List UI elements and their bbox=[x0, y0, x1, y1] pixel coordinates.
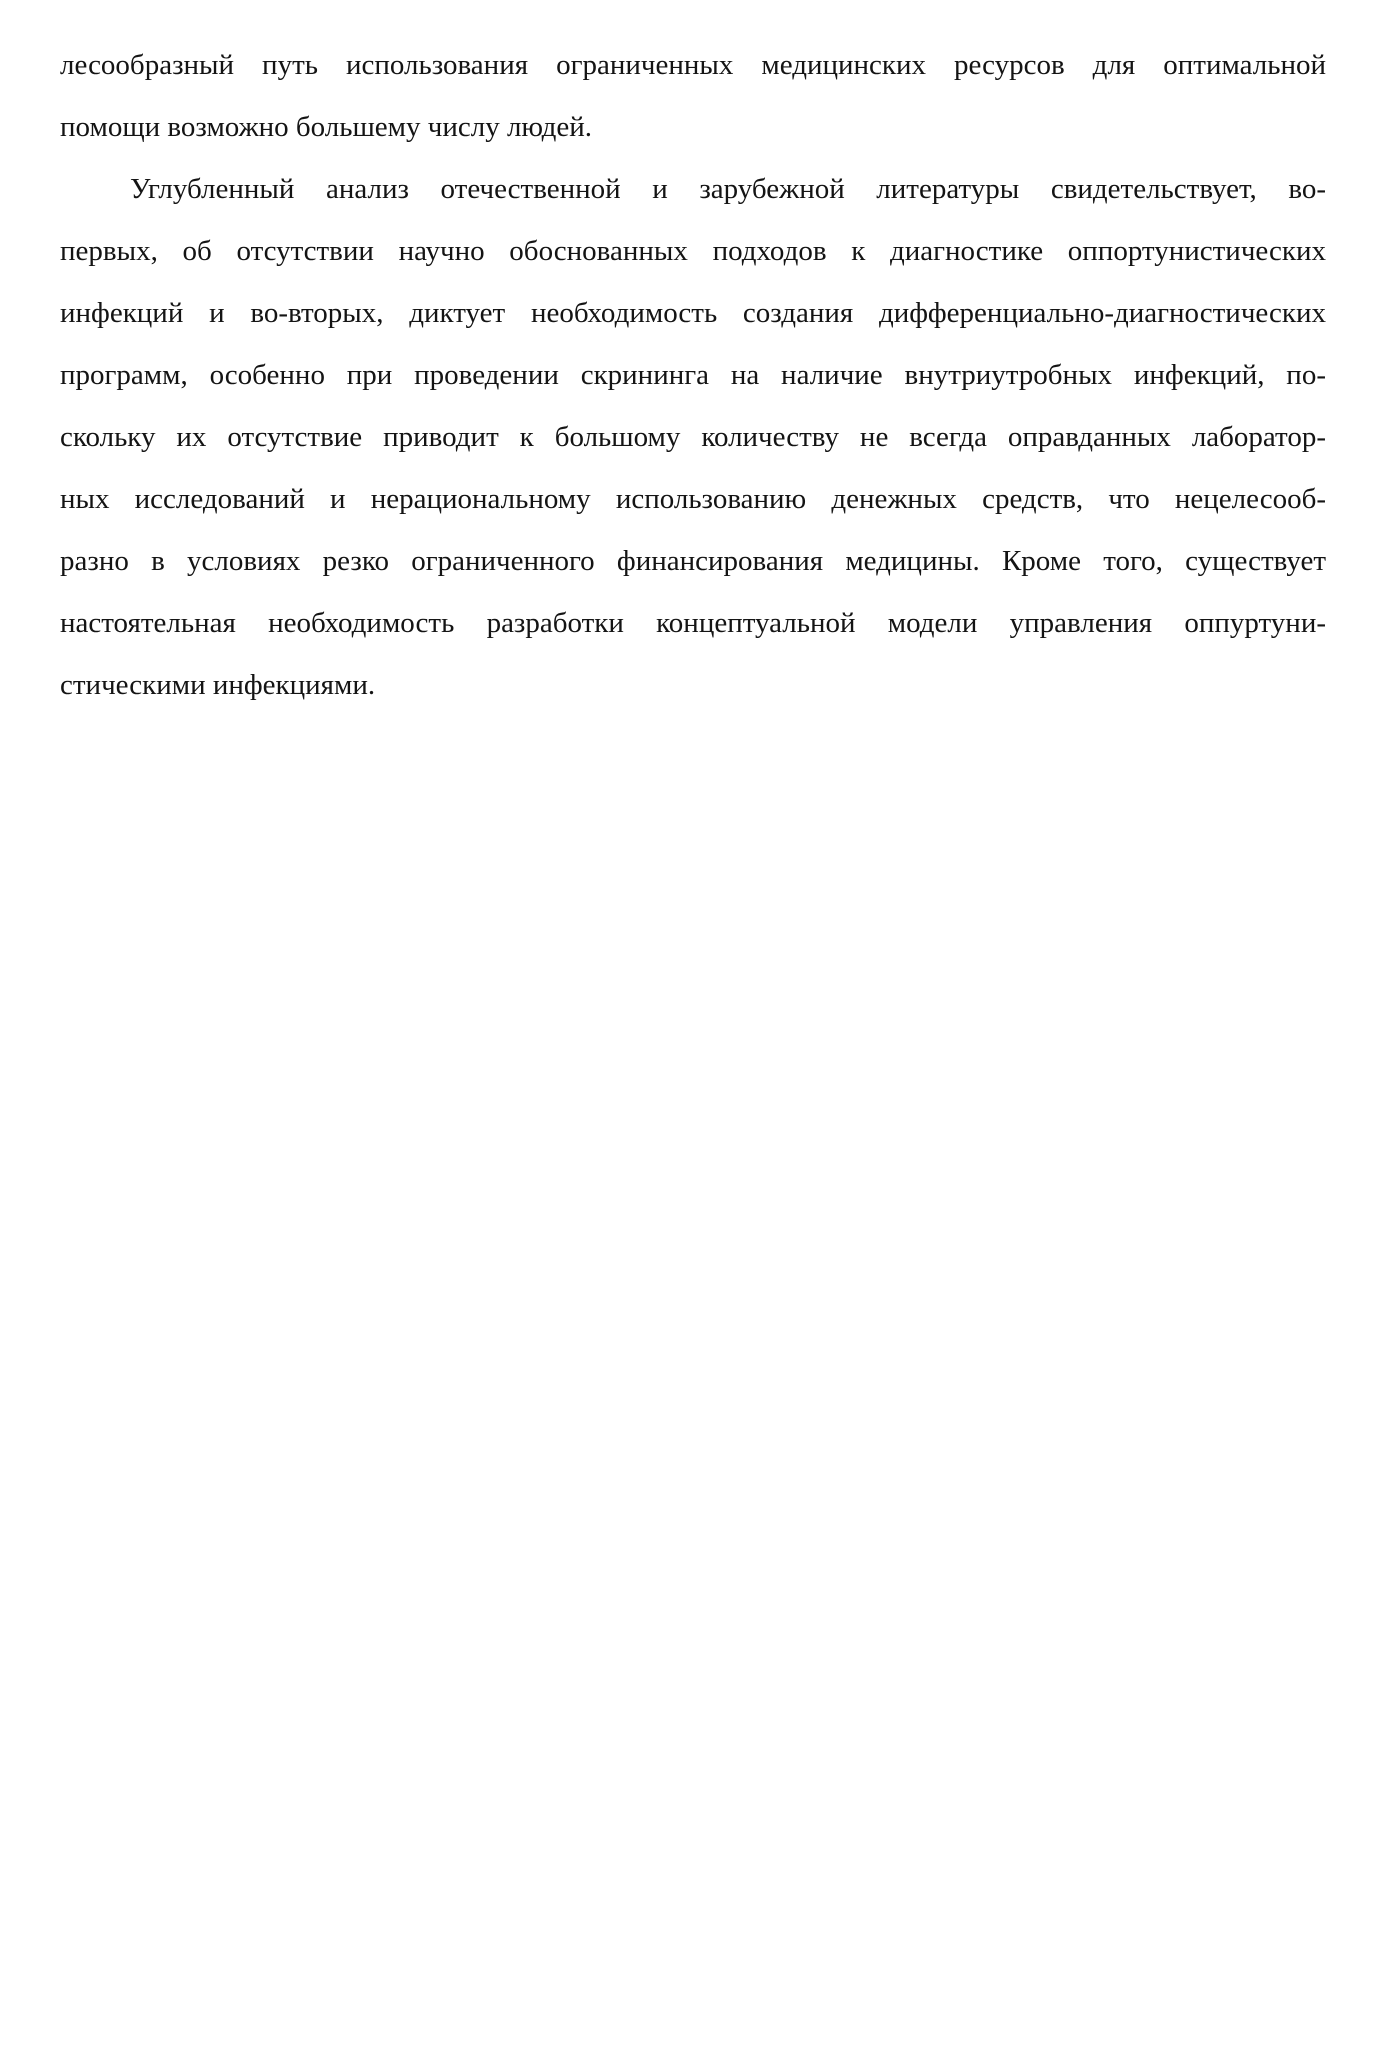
text-line: инфекций и во-вторых, диктует необходимость создания дифференциально-диагностических bbox=[60, 297, 1326, 329]
text-line: лесообразный путь использования ограниченных медицинских ресурсов для оптимальной bbox=[60, 49, 1326, 81]
text-line: программ, особенно при проведении скрининга на наличие внутриутробных инфекций, по- bbox=[60, 359, 1326, 391]
paragraph-1 bbox=[60, 34, 1326, 158]
text-line: стическими инфекциями. bbox=[60, 669, 376, 701]
text-line: ных исследований и нерациональному использованию денежных средств, что нецелесооб- bbox=[60, 483, 1326, 515]
text-line: разно в условиях резко ограниченного финансирования медицины. Кроме того, существует bbox=[60, 545, 1326, 577]
text-line: Углубленный анализ отечественной и зарубежной литературы свидетельствует, во- bbox=[130, 173, 1326, 205]
body-text bbox=[60, 34, 1326, 716]
text-line: помощи возможно большему числу людей. bbox=[60, 111, 593, 143]
text-line: скольку их отсутствие приводит к большому количеству не всегда оправданных лаборатор- bbox=[60, 421, 1326, 453]
paragraph-2 bbox=[60, 158, 1326, 716]
text-line: настоятельная необходимость разработки концептуальной модели управления оппуртуни- bbox=[60, 607, 1326, 639]
text-line: первых, об отсутствии научно обоснованных подходов к диагностике оппортунистических bbox=[60, 235, 1326, 267]
